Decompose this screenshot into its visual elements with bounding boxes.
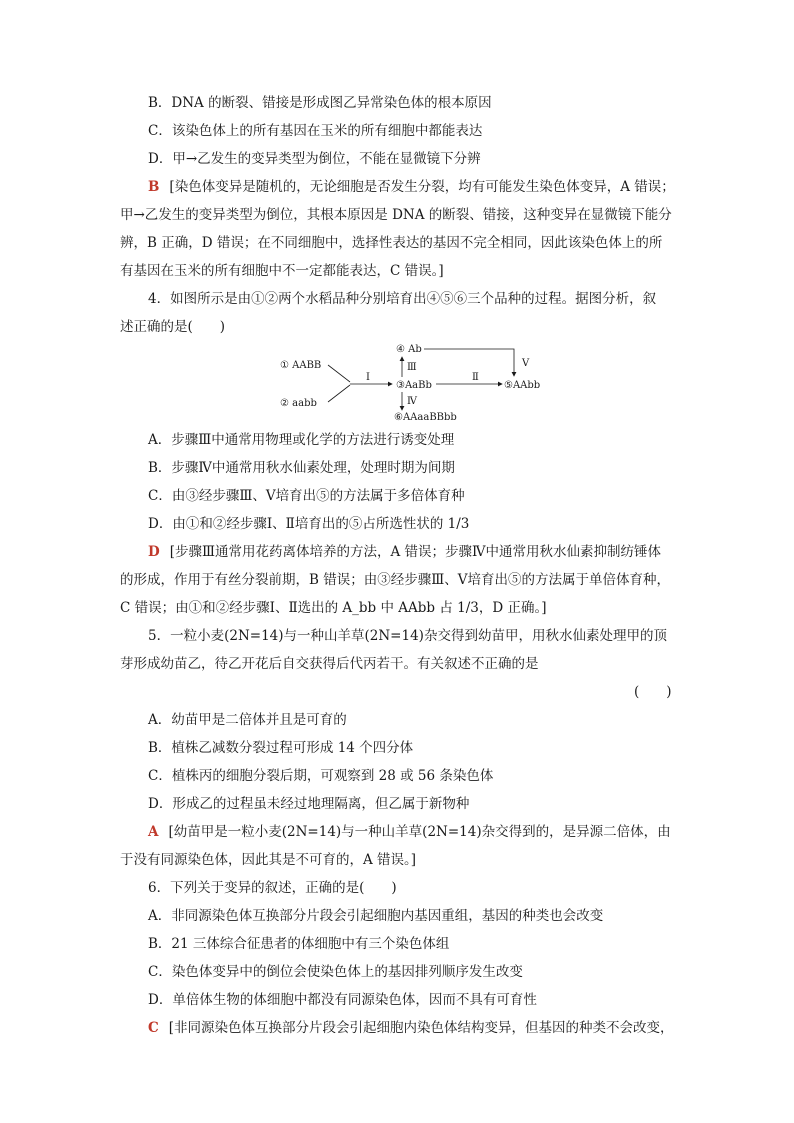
q3-explanation-line-3: 辨，B 正确，D 错误；在不同细胞中，选择性表达的基因不完全相同，因此该染色体上的所: [120, 235, 663, 251]
q5-explanation-line-1: [148, 822, 671, 842]
q4-option-c: C．由③经步骤Ⅲ、Ⅴ培育出⑤的方法属于多倍体育种: [148, 488, 465, 504]
edge-2-3: [328, 385, 350, 402]
node-4: ④ Ab: [396, 344, 422, 355]
step-1-label: Ⅰ: [366, 372, 370, 383]
q4-stem-line-1: 4．如图所示是由①②两个水稻品种分别培育出④⑤⑥三个品种的过程。据图分析，叙: [148, 291, 657, 307]
q6-option-c: C．染色体变异中的倒位会使染色体上的基因排列顺序发生改变: [148, 964, 523, 980]
q3-exp-text-1: [染色体变异是随机的，无论细胞是否发生分裂，均有可能发生染色体变异，A 错误；: [169, 179, 675, 195]
q3-answer: B: [148, 179, 160, 195]
step-4-label: Ⅳ: [407, 396, 417, 407]
breeding-diagram: [276, 342, 546, 424]
q4-option-a: A．步骤Ⅲ中通常用物理或化学的方法进行诱变处理: [148, 432, 455, 448]
q5-option-d: D．形成乙的过程虽未经过地理隔离，但乙属于新物种: [148, 796, 470, 812]
q5-answer: A: [148, 824, 159, 840]
arrow-step-5: [424, 349, 514, 376]
q5-explanation-line-2: 于没有同源染色体，因此其是不可育的，A 错误。]: [120, 852, 417, 868]
q6-answer: C: [148, 1020, 159, 1036]
q6-explanation-line-1: [148, 1018, 674, 1038]
q6-option-d: D．单倍体生物的体细胞中都没有同源染色体，因而不具有可育性: [148, 992, 537, 1008]
q4-answer: D: [148, 544, 160, 560]
q4-explanation-line-3: C 错误；由①和②经步骤Ⅰ、Ⅱ选出的 A_bb 中 AAbb 占 1/3，D 正确。]: [120, 600, 547, 616]
q5-exp-text-1: [幼苗甲是一粒小麦(2N=14)与一种山羊草(2N=14)杂交得到的，是异源二倍体，由: [168, 824, 671, 840]
q6-option-a: A．非同源染色体互换部分片段会引起细胞内基因重组，基因的种类也会改变: [148, 908, 604, 924]
q5-answer-blank: ( ): [634, 684, 672, 700]
step-2-label: Ⅱ: [472, 372, 479, 383]
step-5-label: Ⅴ: [522, 358, 530, 369]
q6-exp-text-1: [非同源染色体互换部分片段会引起细胞内染色体结构变异，但基因的种类不会改变，: [168, 1020, 674, 1036]
q4-stem-line-2: 述正确的是( ): [120, 319, 226, 335]
node-3: ③AaBb: [396, 380, 432, 391]
q3-explanation-line-1: [148, 177, 675, 197]
q3-explanation-line-2: 甲→乙发生的变异类型为倒位，其根本原因是 DNA 的断裂、错接，这种变异在显微镜下能分: [120, 207, 672, 223]
step-3-label: Ⅲ: [407, 362, 417, 373]
q5-stem-line-1: 5．一粒小麦(2N=14)与一种山羊草(2N=14)杂交得到幼苗甲，用秋水仙素处理甲的顶: [148, 628, 667, 644]
q5-option-b: B．植株乙减数分裂过程可形成 14 个四分体: [148, 740, 414, 756]
q5-option-c: C．植株丙的细胞分裂后期，可观察到 28 或 56 条染色体: [148, 768, 494, 784]
node-5: ⑤AAbb: [504, 380, 541, 391]
q3-option-c: C．该染色体上的所有基因在玉米的所有细胞中都能表达: [148, 123, 483, 139]
q3-explanation-line-4: 有基因在玉米的所有细胞中不一定都能表达，C 错误。]: [120, 263, 444, 279]
q6-option-b: B．21 三体综合征患者的体细胞中有三个染色体组: [148, 936, 450, 952]
q4-option-b: B．步骤Ⅳ中通常用秋水仙素处理，处理时期为间期: [148, 460, 455, 476]
q3-option-d: D．甲→乙发生的变异类型为倒位，不能在显微镜下分辨: [148, 151, 481, 167]
q4-explanation-line-1: [148, 542, 661, 562]
node-1: ① AABB: [280, 360, 322, 371]
q5-option-a: A．幼苗甲是二倍体并且是可育的: [148, 712, 347, 728]
node-6: ⑥AAaaBBbb: [394, 412, 457, 423]
q4-option-d: D．由①和②经步骤Ⅰ、Ⅱ培育出的⑤占所选性状的 1/3: [148, 516, 470, 532]
q3-option-b: B．DNA 的断裂、错接是形成图乙异常染色体的根本原因: [148, 95, 492, 111]
q6-stem: 6．下列关于变异的叙述，正确的是( ): [148, 880, 397, 896]
q4-exp-text-1: [步骤Ⅲ通常用花药离体培养的方法，A 错误；步骤Ⅳ中通常用秋水仙素抑制纺锤体: [169, 544, 662, 560]
edge-1-3: [328, 365, 350, 382]
q4-explanation-line-2: 的形成，作用于有丝分裂前期，B 错误；由③经步骤Ⅲ、Ⅴ培育出⑤的方法属于单倍体育种，: [120, 572, 670, 588]
q5-stem-line-2: 芽形成幼苗乙，待乙开花后自交获得后代丙若干。有关叙述不正确的是: [120, 656, 539, 672]
node-2: ② aabb: [280, 398, 317, 409]
